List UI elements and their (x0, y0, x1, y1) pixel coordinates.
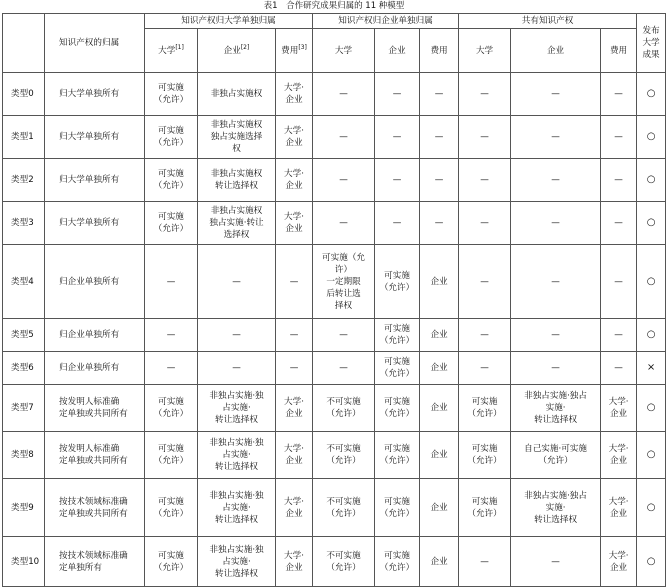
cell-univ-own-univ: — (145, 352, 198, 385)
cell-univ-own-univ: — (145, 245, 198, 319)
header-e-fee: 费用 (420, 29, 459, 73)
cell-shared-ent: — (511, 116, 601, 159)
table-row (3, 202, 666, 245)
cell-shared-univ: 可实施 （允许） (459, 479, 511, 537)
cell-shared-fee: — (601, 245, 637, 319)
cell-shared-ent: — (511, 202, 601, 245)
cell-ent-own-fee: — (420, 159, 459, 202)
cell-univ-own-ent: 非独占实施·独 占实施· 转让选择权 (198, 432, 276, 479)
row-type: 类型4 (3, 245, 45, 319)
row-owner: 归大学单独所有 (45, 116, 145, 159)
cell-ent-own-fee: 企业 (420, 319, 459, 352)
cell-univ-own-fee: — (276, 352, 313, 385)
cell-shared-fee: 大学· 企业 (601, 479, 637, 537)
header-blank (3, 14, 45, 73)
cell-shared-fee: — (601, 159, 637, 202)
cell-univ-own-ent: 非独占实施·独 占实施· 转让选择权 (198, 385, 276, 432)
cell-univ-own-univ: 可实施 （允许） (145, 432, 198, 479)
header-e-ent: 企业 (375, 29, 420, 73)
row-type: 类型10 (3, 537, 45, 587)
header-u-fee: 费用[3] (276, 29, 313, 73)
cell-ent-own-univ: 不可实施 （允许） (313, 479, 375, 537)
cell-univ-own-fee: 大学· 企业 (276, 537, 313, 587)
table-row (3, 73, 666, 116)
cell-publish: ○ (637, 432, 666, 479)
cell-ent-own-univ: 不可实施 （允许） (313, 385, 375, 432)
cell-ent-own-ent: — (375, 116, 420, 159)
cell-univ-own-ent: — (198, 319, 276, 352)
header-e-univ: 大学 (313, 29, 375, 73)
cell-univ-own-univ: 可实施 （允许） (145, 73, 198, 116)
cell-ent-own-univ: — (313, 116, 375, 159)
table-body (3, 73, 666, 587)
ip-ownership-table (2, 13, 666, 587)
cell-ent-own-fee: 企业 (420, 432, 459, 479)
cell-ent-own-univ: — (313, 73, 375, 116)
cell-shared-fee: — (601, 116, 637, 159)
cell-univ-own-univ: 可实施 （允许） (145, 202, 198, 245)
cell-univ-own-fee: 大学· 企业 (276, 202, 313, 245)
cell-univ-own-fee: 大学· 企业 (276, 385, 313, 432)
cell-univ-own-ent: 非独占实施·独 占实施· 转让选择权 (198, 479, 276, 537)
cell-ent-own-fee: — (420, 73, 459, 116)
cell-shared-fee: — (601, 73, 637, 116)
cell-ent-own-univ: — (313, 202, 375, 245)
cell-univ-own-ent: 非独占实施权 转让选择权 (198, 159, 276, 202)
cell-shared-fee: 大学· 企业 (601, 432, 637, 479)
cell-univ-own-fee: — (276, 319, 313, 352)
cell-ent-own-ent: 可实施 （允许） (375, 385, 420, 432)
table-caption: 表1 合作研究成果归属的 11 种模型 (263, 1, 405, 11)
row-owner: 按发明人标准确 定单独或共同所有 (45, 385, 145, 432)
cell-ent-own-ent: 可实施 （允许） (375, 319, 420, 352)
cell-univ-own-fee: 大学· 企业 (276, 432, 313, 479)
cell-univ-own-ent: 非独占实施权 独占实施·转让 选择权 (198, 202, 276, 245)
row-owner: 归企业单独所有 (45, 319, 145, 352)
row-type: 类型2 (3, 159, 45, 202)
row-owner: 归大学单独所有 (45, 159, 145, 202)
cell-publish: ○ (637, 537, 666, 587)
row-type: 类型3 (3, 202, 45, 245)
cell-ent-own-ent: — (375, 73, 420, 116)
cell-publish: ○ (637, 479, 666, 537)
cell-univ-own-ent: 非独占实施·独 占实施· 转让选择权 (198, 537, 276, 587)
cell-ent-own-fee: 企业 (420, 245, 459, 319)
table-row (3, 432, 666, 479)
cell-shared-fee: — (601, 202, 637, 245)
cell-univ-own-ent: 非独占实施权 (198, 73, 276, 116)
header-s-ent: 企业 (511, 29, 601, 73)
cell-shared-ent: — (511, 319, 601, 352)
table-row (3, 245, 666, 319)
cell-shared-ent: — (511, 73, 601, 116)
row-owner: 归大学单独所有 (45, 202, 145, 245)
cell-ent-own-fee: — (420, 116, 459, 159)
cell-ent-own-univ: 不可实施 （允许） (313, 432, 375, 479)
header-u-univ: 大学[1] (145, 29, 198, 73)
header-group-ent: 知识产权归企业单独归属 (313, 14, 459, 29)
cell-publish: ○ (637, 245, 666, 319)
cell-shared-fee: 大学· 企业 (601, 385, 637, 432)
cell-univ-own-ent: 非独占实施权 独占实施选择 权 (198, 116, 276, 159)
row-type: 类型1 (3, 116, 45, 159)
cell-publish: ○ (637, 319, 666, 352)
cell-ent-own-ent: — (375, 159, 420, 202)
cell-shared-univ: — (459, 116, 511, 159)
cell-ent-own-fee: 企业 (420, 537, 459, 587)
cell-shared-fee: 大学· 企业 (601, 537, 637, 587)
cell-publish: ○ (637, 159, 666, 202)
cell-shared-ent: 非独占实施·独占 实施· 转让选择权 (511, 479, 601, 537)
cell-ent-own-univ: — (313, 319, 375, 352)
cell-univ-own-fee: 大学· 企业 (276, 159, 313, 202)
cell-publish: ○ (637, 116, 666, 159)
cell-shared-ent: — (511, 352, 601, 385)
row-type: 类型6 (3, 352, 45, 385)
row-type: 类型7 (3, 385, 45, 432)
cell-publish: × (637, 352, 666, 385)
cell-ent-own-ent: — (375, 202, 420, 245)
cell-shared-univ: — (459, 537, 511, 587)
table-row (3, 385, 666, 432)
table-row (3, 537, 666, 587)
cell-univ-own-univ: 可实施 （允许） (145, 116, 198, 159)
cell-shared-univ: 可实施 （允许） (459, 385, 511, 432)
cell-univ-own-fee: — (276, 245, 313, 319)
header-publish: 发布 大学 成果 (637, 14, 666, 73)
cell-ent-own-univ: 可实施（允 许） 一定期限 后转让选 择权 (313, 245, 375, 319)
row-type: 类型8 (3, 432, 45, 479)
row-owner: 按发明人标准确 定单独或共同所有 (45, 432, 145, 479)
cell-univ-own-fee: 大学· 企业 (276, 116, 313, 159)
cell-univ-own-univ: 可实施 （允许） (145, 537, 198, 587)
cell-ent-own-fee: — (420, 202, 459, 245)
cell-univ-own-univ: 可实施 （允许） (145, 479, 198, 537)
cell-shared-ent: 自己实施·可实施 （允许） (511, 432, 601, 479)
row-type: 类型9 (3, 479, 45, 537)
cell-ent-own-univ: — (313, 352, 375, 385)
cell-shared-univ: — (459, 159, 511, 202)
row-owner: 按技术领域标准确 定单独或共同所有 (45, 479, 145, 537)
cell-shared-univ: — (459, 352, 511, 385)
table-row (3, 479, 666, 537)
row-owner: 归企业单独所有 (45, 352, 145, 385)
cell-ent-own-ent: 可实施 （允许） (375, 537, 420, 587)
cell-ent-own-ent: 可实施 （允许） (375, 352, 420, 385)
table-row (3, 159, 666, 202)
cell-ent-own-fee: 企业 (420, 479, 459, 537)
header-ownership: 知识产权的归属 (45, 14, 145, 73)
table-row (3, 319, 666, 352)
cell-univ-own-ent: — (198, 245, 276, 319)
cell-publish: ○ (637, 73, 666, 116)
cell-ent-own-univ: — (313, 159, 375, 202)
row-owner: 归企业单独所有 (45, 245, 145, 319)
cell-ent-own-fee: 企业 (420, 385, 459, 432)
cell-shared-univ: 可实施 （允许） (459, 432, 511, 479)
cell-publish: ○ (637, 385, 666, 432)
table-row (3, 116, 666, 159)
row-owner: 归大学单独所有 (45, 73, 145, 116)
header-s-univ: 大学 (459, 29, 511, 73)
cell-univ-own-fee: 大学· 企业 (276, 73, 313, 116)
cell-ent-own-ent: 可实施 （允许） (375, 245, 420, 319)
header-u-ent: 企业[2] (198, 29, 276, 73)
cell-shared-ent: — (511, 537, 601, 587)
cell-shared-fee: — (601, 352, 637, 385)
cell-shared-univ: — (459, 319, 511, 352)
cell-ent-own-ent: 可实施 （允许） (375, 432, 420, 479)
cell-ent-own-fee: 企业 (420, 352, 459, 385)
table-row (3, 352, 666, 385)
cell-univ-own-univ: — (145, 319, 198, 352)
cell-shared-fee: — (601, 319, 637, 352)
cell-univ-own-fee: 大学· 企业 (276, 479, 313, 537)
row-owner: 按技术领域标准确 定单独所有 (45, 537, 145, 587)
cell-univ-own-ent: — (198, 352, 276, 385)
cell-shared-ent: — (511, 245, 601, 319)
cell-shared-ent: 非独占实施·独占 实施· 转让选择权 (511, 385, 601, 432)
cell-ent-own-ent: 可实施 （允许） (375, 479, 420, 537)
cell-shared-univ: — (459, 73, 511, 116)
cell-shared-univ: — (459, 202, 511, 245)
header-group-univ: 知识产权归大学单独归属 (145, 14, 313, 29)
cell-univ-own-univ: 可实施 （允许） (145, 385, 198, 432)
cell-univ-own-univ: 可实施 （允许） (145, 159, 198, 202)
row-type: 类型0 (3, 73, 45, 116)
header-s-fee: 费用 (601, 29, 637, 73)
header-group-shared: 共有知识产权 (459, 14, 637, 29)
cell-shared-univ: — (459, 245, 511, 319)
row-type: 类型5 (3, 319, 45, 352)
cell-shared-ent: — (511, 159, 601, 202)
cell-ent-own-univ: 不可实施 （允许） (313, 537, 375, 587)
cell-publish: ○ (637, 202, 666, 245)
